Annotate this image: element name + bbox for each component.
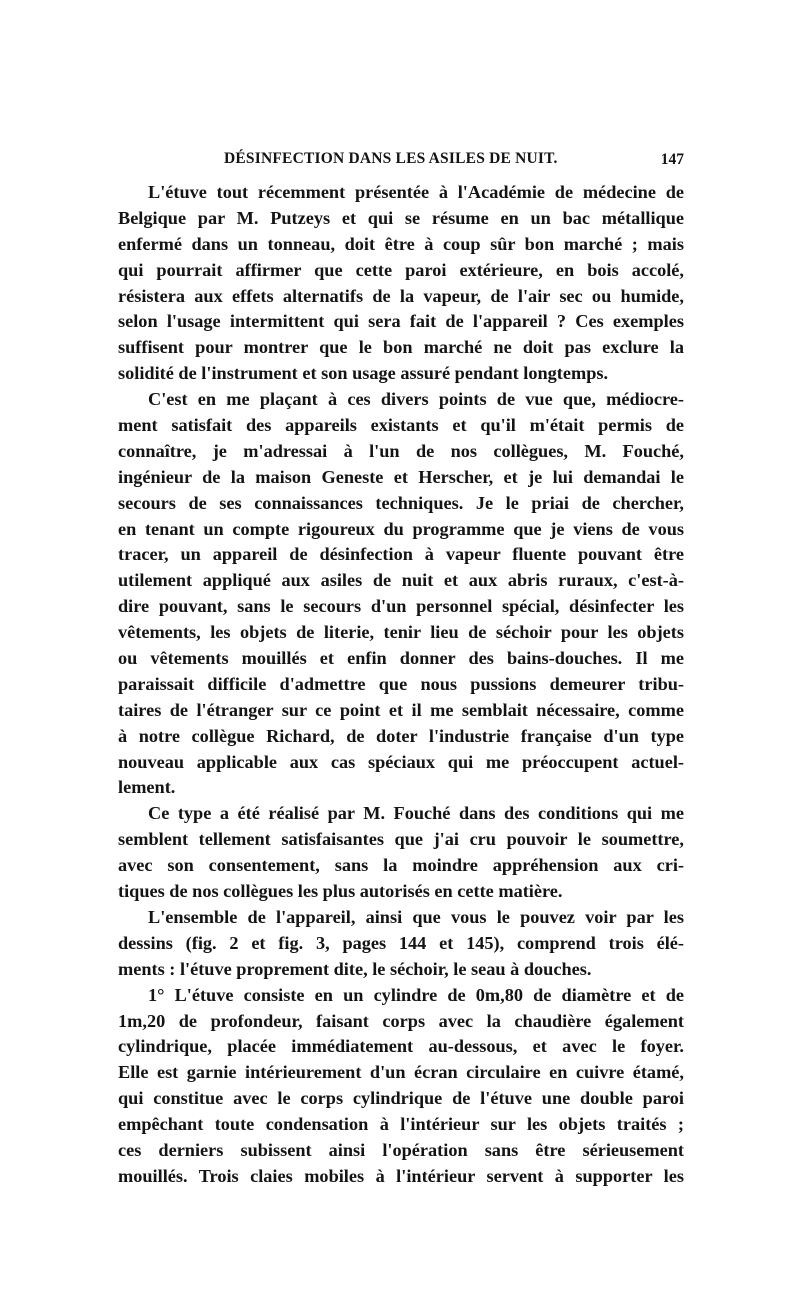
text-line: 1m,20 de profondeur, faisant corps avec la chaudière également — [118, 1010, 684, 1031]
text-line: dire pouvant, sans le secours d'un personnel spécial, désinfecter les — [118, 596, 684, 617]
text-line: tiques de nos collègues les plus autorisés en cette matière. — [118, 881, 563, 902]
text-line: C'est en me plaçant à ces divers points de vue que, médiocre- — [148, 389, 684, 410]
page-number: 147 — [660, 151, 684, 168]
text-line: selon l'usage intermittent qui sera fait de l'appareil ? Ces exemples — [118, 311, 684, 332]
text-line: taires de l'étranger sur ce point et il me semblait nécessaire, comme — [118, 699, 684, 720]
body-text — [118, 180, 684, 1190]
running-title: DÉSINFECTION DANS LES ASILES DE NUIT. — [224, 150, 558, 167]
text-line: ces derniers subissent ainsi l'opération sans être sérieusement — [118, 1139, 684, 1160]
text-line: lement. — [118, 777, 176, 798]
text-line: résistera aux effets alternatifs de la vapeur, de l'air sec ou humide, — [118, 285, 684, 306]
text-line: qui constitue avec le corps cylindrique de l'étuve une double paroi — [118, 1088, 684, 1109]
text-line: utilement appliqué aux asiles de nuit et aux abris ruraux, c'est-à- — [118, 570, 684, 591]
text-line: nouveau applicable aux cas spéciaux qui me préoccupent actuel- — [118, 751, 684, 772]
text-line: ments : l'étuve proprement dite, le séchoir, le seau à douches. — [118, 958, 592, 979]
text-line: Belgique par M. Putzeys et qui se résume en un bac métallique — [118, 207, 684, 228]
text-line: à notre collègue Richard, de doter l'industrie française d'un type — [118, 725, 684, 746]
text-line: connaître, je m'adressai à l'un de nos collègues, M. Fouché, — [118, 440, 684, 461]
text-line: mouillés. Trois claies mobiles à l'intérieur servent à supporter les — [118, 1165, 684, 1186]
text-line: secours de ses connaissances techniques. Je le priai de chercher, — [118, 492, 684, 513]
text-line: cylindrique, placée immédiatement au-dessous, et avec le foyer. — [118, 1036, 684, 1057]
text-line: dessins (fig. 2 et fig. 3, pages 144 et 145), comprend trois élé- — [118, 932, 684, 953]
paragraph — [118, 983, 684, 1190]
text-line: Ce type a été réalisé par M. Fouché dans des conditions qui me — [148, 803, 684, 824]
text-line: ou vêtements mouillés et enfin donner des bains-douches. Il me — [118, 648, 684, 669]
text-line: qui pourrait affirmer que cette paroi extérieure, en bois accolé, — [118, 259, 684, 280]
text-line: ingénieur de la maison Geneste et Herscher, et je lui demandai le — [118, 466, 684, 487]
text-line: avec son consentement, sans la moindre appréhension aux cri- — [118, 855, 684, 876]
text-line: paraissait difficile d'admettre que nous pussions demeurer tribu- — [118, 673, 684, 694]
paragraph — [118, 180, 684, 387]
paragraph — [118, 905, 684, 983]
text-line: vêtements, les objets de literie, tenir lieu de séchoir pour les objets — [118, 622, 684, 643]
paragraph — [118, 801, 684, 905]
text-line: suffisent pour montrer que le bon marché ne doit pas exclure la — [118, 337, 684, 358]
text-line: enfermé dans un tonneau, doit être à coup sûr bon marché ; mais — [118, 233, 684, 254]
text-line: Elle est garnie intérieurement d'un écran circulaire en cuivre étamé, — [118, 1062, 684, 1083]
text-line: semblent tellement satisfaisantes que j'ai cru pouvoir le soumettre, — [118, 829, 684, 850]
text-line: tracer, un appareil de désinfection à vapeur fluente pouvant être — [118, 544, 684, 565]
text-line: empêchant toute condensation à l'intérieur sur les objets traités ; — [118, 1114, 684, 1135]
text-line: L'étuve tout récemment présentée à l'Académie de médecine de — [148, 182, 684, 202]
text-line: en tenant un compte rigoureux du programme que je viens de vous — [118, 518, 684, 539]
text-line: L'ensemble de l'appareil, ainsi que vous le pouvez voir par les — [148, 906, 684, 927]
text-line: solidité de l'instrument et son usage assuré pendant longtemps. — [118, 363, 609, 384]
running-head — [118, 150, 684, 172]
paragraph — [118, 387, 684, 801]
text-line: 1° L'étuve consiste en un cylindre de 0m,80 de diamètre et de — [148, 984, 684, 1005]
text-line: ment satisfait des appareils existants et qu'il m'était permis de — [118, 415, 684, 436]
